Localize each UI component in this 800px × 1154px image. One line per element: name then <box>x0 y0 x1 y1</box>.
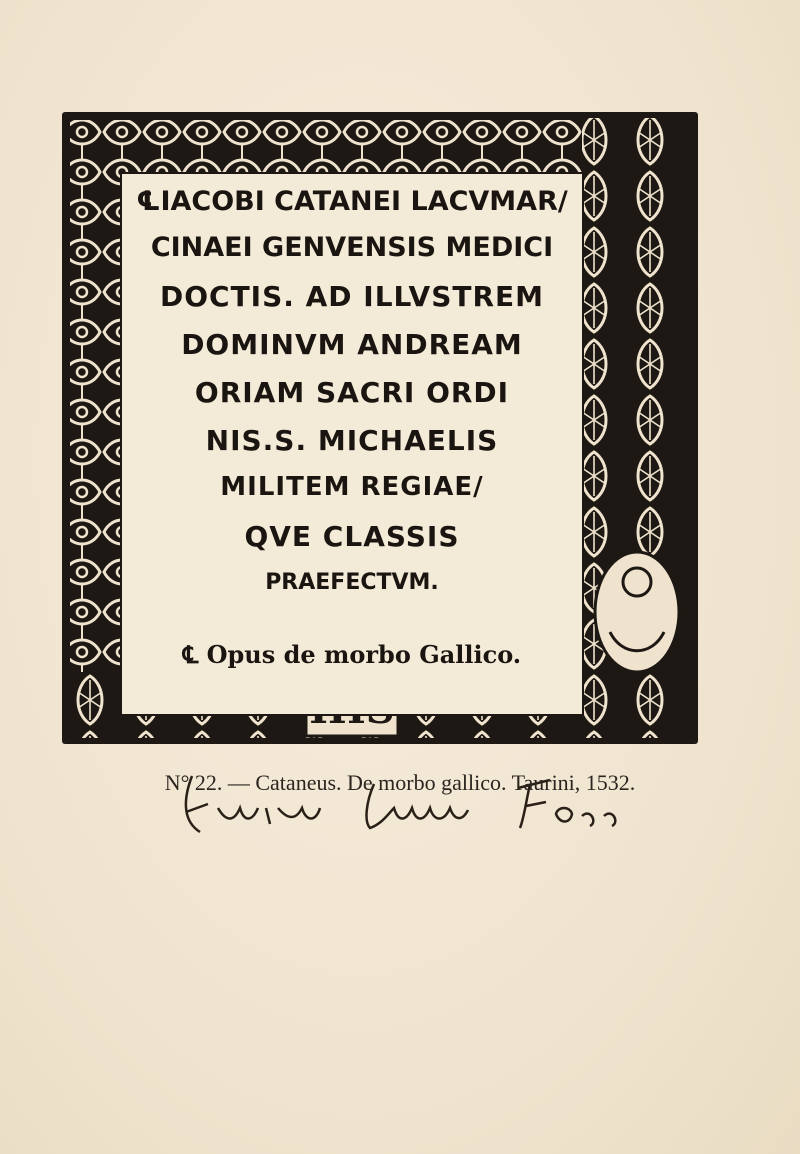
title-line-6: NIS.S. MICHAELIS <box>205 424 499 457</box>
title-line-8: QVE CLASSIS <box>244 520 460 553</box>
title-line-9: PRAEFECTVM. <box>265 570 439 595</box>
title-line-5: ORIAM SACRI ORDI <box>194 376 510 409</box>
title-line-3: DOCTIS. AD ILLVSTREM <box>159 280 545 313</box>
title-line-2: CINAEI GENVENSIS MEDICI <box>150 232 554 263</box>
title-line-7: MILITEM REGIAE/ <box>220 472 484 502</box>
title-line-4: DOMINVM ANDREAM <box>181 328 523 361</box>
subtitle-opus: ℄ Opus de morbo Gallico. <box>182 640 522 669</box>
catalog-caption: N° 22. — Cataneus. De morbo gallico. Taurini, 1532. <box>164 770 636 795</box>
title-panel <box>120 172 584 716</box>
title-line-1: ℄IACOBI CATANEI LACVMAR/ <box>136 186 568 217</box>
